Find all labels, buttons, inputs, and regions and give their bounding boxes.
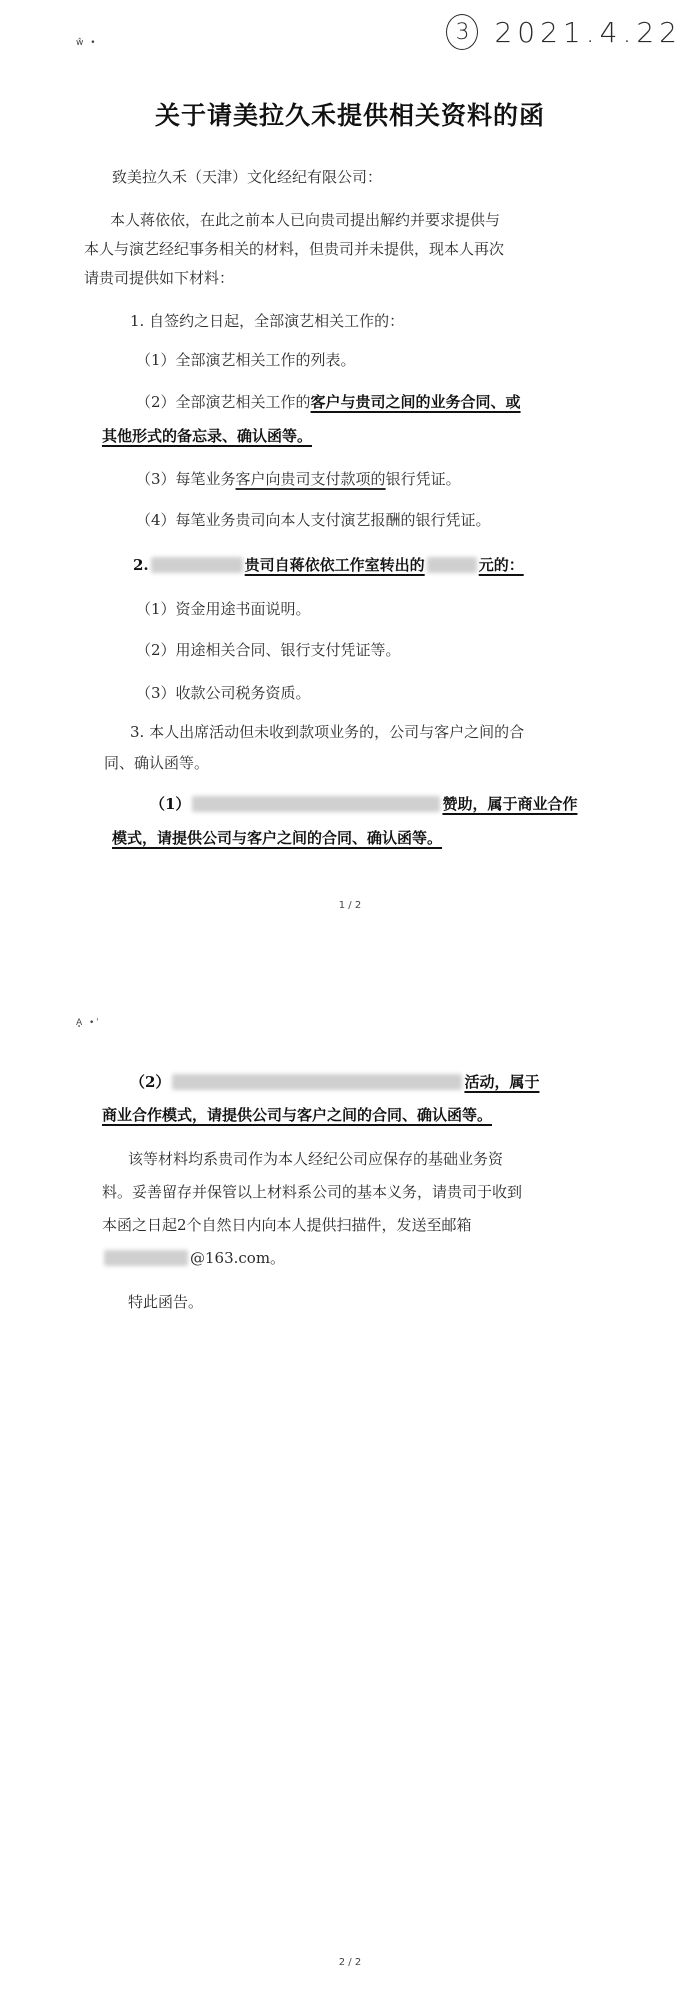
item-1-4: （4）每笔业务贵司向本人支付演艺报酬的银行凭证。 [136, 511, 491, 529]
intro-line-1: 本人蒋依依，在此之前本人已向贵司提出解约并要求提供与 [110, 211, 501, 229]
handwritten-circled-number: 3 [446, 14, 478, 50]
page-number: 2 / 2 [338, 1957, 362, 1968]
item-2-text: 贵司自蒋依依工作室转出的 [244, 556, 425, 574]
item-2-2: （2）用途相关合同、银行支付凭证等。 [136, 641, 401, 659]
page-gap [0, 985, 700, 1005]
closing-line-2: 料。妥善留存并保管以上材料系公司的基本义务，请贵司于收到 [102, 1183, 523, 1201]
item-3-2 [130, 1072, 539, 1092]
item-2-end: 元的： [478, 556, 524, 574]
sign-off: 特此函告。 [128, 1293, 204, 1311]
redacted-amount [427, 557, 477, 573]
intro-line-2: 本人与演艺经纪事务相关的材料，但贵司并未提供，现本人再次 [84, 240, 505, 258]
email-suffix: @163.com。 [190, 1249, 286, 1267]
salutation: 致美拉久禾（天津）文化经纪有限公司： [112, 168, 383, 186]
redacted-date-range [151, 557, 243, 573]
redacted-event [172, 1074, 462, 1090]
item-3-1-emphasis: 赞助，属于商业合作 [442, 795, 578, 813]
item-1-3-emphasis: 客户向贵司支付款项的 [235, 470, 386, 488]
item-3-continued: 同、确认函等。 [104, 754, 210, 772]
document-page-1 [0, 0, 700, 985]
item-1-3-end: 银行凭证。 [385, 470, 461, 488]
closing-line-3: 本函之日起2个自然日内向本人提供扫描件，发送至邮箱 [102, 1216, 472, 1234]
document-page-2 [0, 1005, 700, 1991]
document-title: 关于请美拉久禾提供相关资料的函 [154, 101, 545, 130]
email-line [102, 1248, 285, 1268]
item-1-2 [136, 392, 521, 412]
closing-line-1: 该等材料均系贵司作为本人经纪公司应保存的基础业务资 [128, 1150, 504, 1168]
handwritten-annotation [446, 14, 682, 50]
item-1-2-emphasis: 客户与贵司之间的业务合同、或 [310, 393, 521, 411]
scan-corner-mark: ŵ • [76, 38, 98, 48]
item-1-3-text: （3）每笔业务 [136, 470, 236, 488]
page-number: 1 / 2 [338, 900, 362, 911]
item-2-3: （3）收款公司税务资质。 [136, 684, 311, 702]
item-3: 3. 本人出席活动但未收到款项业务的，公司与客户之间的合 [130, 723, 525, 741]
handwritten-date: 2021.4.22 [494, 15, 682, 49]
item-3-2-prefix: （2） [130, 1073, 171, 1091]
item-2-prefix: 2. [133, 556, 149, 574]
redacted-email-user [104, 1250, 188, 1266]
item-2-1: （1）资金用途书面说明。 [136, 600, 311, 618]
item-1-1: （1）全部演艺相关工作的列表。 [136, 351, 356, 369]
scan-corner-mark: Ḁ •ʾ [76, 1018, 102, 1028]
item-3-2-emphasis: 活动，属于 [464, 1073, 540, 1091]
item-1-3 [136, 469, 461, 489]
item-1: 1. 自签约之日起，全部演艺相关工作的： [130, 312, 405, 330]
item-3-1-continued: 模式，请提供公司与客户之间的合同、确认函等。 [112, 829, 443, 847]
item-3-1 [150, 794, 577, 814]
item-3-2-continued: 商业合作模式，请提供公司与客户之间的合同、确认函等。 [102, 1106, 493, 1124]
item-1-2-continued: 其他形式的备忘录、确认函等。 [102, 427, 313, 445]
item-3-1-prefix: （1） [150, 795, 191, 813]
intro-line-3: 请贵司提供如下材料： [84, 269, 235, 287]
redacted-sponsorship [192, 796, 440, 812]
item-1-2-text: （2）全部演艺相关工作的 [136, 393, 311, 411]
item-2 [133, 555, 524, 575]
